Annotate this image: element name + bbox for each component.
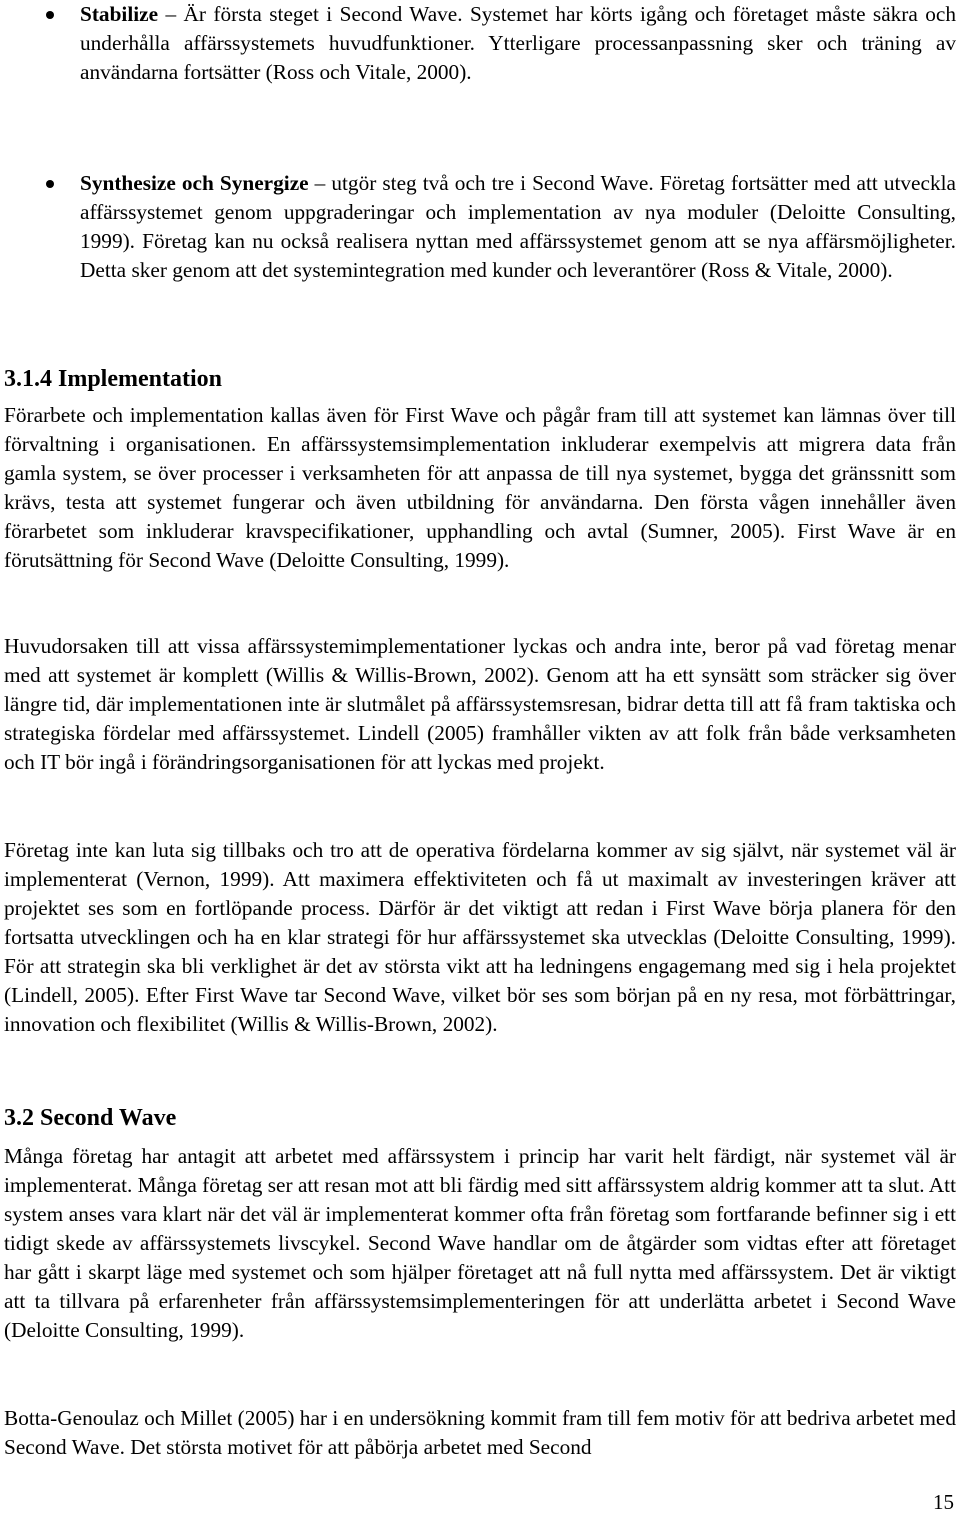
bullet-dot-icon bbox=[46, 180, 54, 188]
paragraph: Förarbete och implementation kallas även för First Wave och pågår fram till att systemet kan lämnas över till förvaltning i organisationen. En affärssystemsimplementation inkluderar exempelvis att migrera data från gamla system, se över processer i verksamheten för att anpassa de till nya systemet, bygga det gränssnitt som krävs, testa att systemet fungerar och även utbildning för användarna. Den första vågen innehåller även förarbetet som inkluderar kravspecifikationer, upphandling och avtal (Sumner, 2005). First Wave är en förutsättning för Second Wave (Deloitte Consulting, 1999). bbox=[4, 403, 956, 572]
bullet-term: Synthesize och Synergize bbox=[80, 171, 309, 195]
section-heading-second-wave: 3.2 Second Wave bbox=[4, 1105, 177, 1131]
paragraph: Företag inte kan luta sig tillbaks och tro att de operativa fördelarna kommer av sig självt, när systemet väl är implementerat (Vernon, 1999). Att maximera effektiviteten och få ut maximalt av investeringen kräver att projektet ses som en fortlöpande process. Därför är det viktigt att redan i First Wave börja planera för den fortsatta utvecklingen och ha en klar strategi för hur affärssystemet ska utvecklas (Deloitte Consulting, 1999). För att strategin ska bli verklighet är det av största vikt att ha ledningens engagemang med sig i hela projektet (Lindell, 2005). Efter First Wave tar Second Wave, vilket bör ses som början på en ny resa, mot förbättringar, innovation och flexibilitet (Willis & Willis-Brown, 2002). bbox=[4, 838, 956, 1036]
page-number: 15 bbox=[933, 1490, 954, 1514]
paragraph: Huvudorsaken till att vissa affärssystemimplementationer lyckas och andra inte, beror på vad företag menar med att systemet är komplett (Willis & Willis-Brown, 2002). Genom att ha ett synsätt som sträcker sig över längre tid, där implementationen inte är slutmålet på affärssystemsresan, bidrar detta till att få fram taktiska och strategiska fördelar med affärssystemet. Lindell (2005) framhåller vikten av att folk från både verksamheten och IT bör ingå i förändringsorganisationen för att lyckas med projekt. bbox=[4, 634, 956, 774]
bullet-dot-icon bbox=[46, 11, 54, 19]
section-heading-implementation: 3.1.4 Implementation bbox=[4, 366, 222, 392]
bullet-text: – utgör steg två och tre i Second Wave. Företag fortsätter med att utveckla affärssystemet genom uppgraderingar och implementation av nya moduler (Deloitte Consulting, 1999). Företag kan nu också realisera nyttan med affärssystemet genom att se nya affärsmöjligheter. Detta sker genom att det systemintegration med kunder och leverantörer (Ross & Vitale, 2000). bbox=[80, 171, 956, 282]
bullet-text: – Är första steget i Second Wave. Systemet har körts igång och företaget måste säkra och underhålla affärssystemets huvudfunktioner. Ytterligare processanpassning sker och träning av användarna fortsätter (Ross och Vitale, 2000). bbox=[80, 2, 956, 84]
bullet-term: Stabilize bbox=[80, 2, 159, 26]
bullet-item-synthesize bbox=[4, 169, 956, 285]
bullet-item-stabilize bbox=[4, 0, 956, 87]
paragraph: Botta-Genoulaz och Millet (2005) har i en undersökning kommit fram till fem motiv för att bedriva arbetet med Second Wave. Det största motivet för att påbörja arbetet med Second bbox=[4, 1406, 956, 1459]
paragraph: Många företag har antagit att arbetet med affärssystem i princip har varit helt färdigt, när systemet väl är implementerat. Många företag ser att resan mot att bli färdig med sitt affärssystem aldrig kommer att ta slut. Att system anses vara klart när det väl är implementerat kommer ofta från företag som fortfarande befinner sig i ett tidigt skede av affärssystemets livscykel. Second Wave handlar om de åtgärder som vidtas efter att företaget har gått i skarpt läge med systemet och som hjälper företaget att nå full nytta med affärssystem. Det är viktigt att ta tillvara på erfarenheter från affärssystemsimplementeringen för att underlätta arbetet i Second Wave (Deloitte Consulting, 1999). bbox=[4, 1144, 956, 1342]
